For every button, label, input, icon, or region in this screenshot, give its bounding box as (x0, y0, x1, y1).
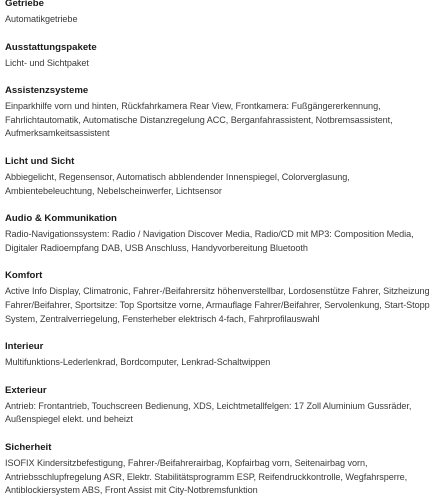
spec-title: Licht und Sicht (5, 155, 75, 167)
spec-section-licht-und-sicht (5, 155, 433, 198)
spec-value: Einparkhilfe vorn und hinten, Rückfahrkamera Rear View, Frontkamera: Fußgängererkennung, Fahrlichtautomatik, Automatische Distanzregelung ACC, Berganfahrassistent, Notbremsassistent, Aufmerksamkeitsassistent (5, 101, 393, 139)
spec-section-sicherheit (5, 441, 433, 498)
spec-section-getriebe (5, 0, 433, 27)
spec-title: Sicherheit (5, 441, 52, 453)
spec-title: Exterieur (5, 384, 47, 396)
spec-title: Assistenzsysteme (5, 85, 89, 97)
spec-section-ausstattungspakete (5, 41, 433, 71)
spec-value: Abbiegelicht, Regensensor, Automatisch abblendender Innenspiegel, Colorverglasung, Ambientebeleuchtung, Nebelscheinwerfer, Lichtsensor (5, 171, 350, 196)
spec-value: Antrieb: Frontantrieb, Touchscreen Bedienung, XDS, Leichtmetallfelgen: 17 Zoll Aluminium Gussräder, Außenspiegel elekt. und beheizt (5, 400, 412, 425)
spec-value: Licht- und Sichtpaket (5, 57, 89, 68)
spec-title: Interieur (5, 341, 44, 353)
spec-title: Ausstattungspakete (5, 41, 97, 53)
spec-section-assistenzsysteme (5, 84, 433, 141)
spec-title: Getriebe (5, 0, 44, 9)
spec-value: ISOFIX Kindersitzbefestigung, Fahrer-/Beifahrerairbag, Kopfairbag vorn, Seitenairbag vorn, Antriebsschlupfregelung ASR, Elektr. Stabilitätsprogramm ESP, Reifendruckkontrolle, Wegfahrsperre, Antiblockiersystem ABS, Front Assist mit City-Notbremsfunktion (5, 457, 408, 496)
spec-section-exterieur (5, 384, 433, 427)
vehicle-equipment-list (5, 0, 433, 498)
spec-title: Komfort (5, 270, 43, 282)
spec-value: Radio-Navigationssystem: Radio / Navigation Discover Media, Radio/CD mit MP3: Composition Media, Digitaler Radioempfang DAB, USB Anschluss, Handyvorbereitung Bluetooth (5, 229, 414, 253)
spec-section-audio-kommunikation (5, 212, 433, 255)
spec-value: Active Info Display, Climatronic, Fahrer-/Beifahrersitz höhenverstellbar, Lordosenstütze Fahrer, Sitzheizung Fahrer/Beifahrer, Sportsitze: Top Sportsitze vorne, Armauflage Fahrer/Beifahrer, Servolenkung, Start-Stopp System, Zentralverriegelung, Fensterheber elektrisch 4-fach, Fahrprofilauswahl (5, 286, 430, 324)
spec-title: Audio & Kommunikation (5, 213, 117, 225)
spec-value: Automatikgetriebe (5, 14, 78, 24)
spec-section-komfort (5, 269, 433, 326)
spec-section-interieur (5, 340, 433, 370)
spec-value: Multifunktions-Lederlenkrad, Bordcomputer, Lenkrad-Schaltwippen (5, 357, 271, 368)
